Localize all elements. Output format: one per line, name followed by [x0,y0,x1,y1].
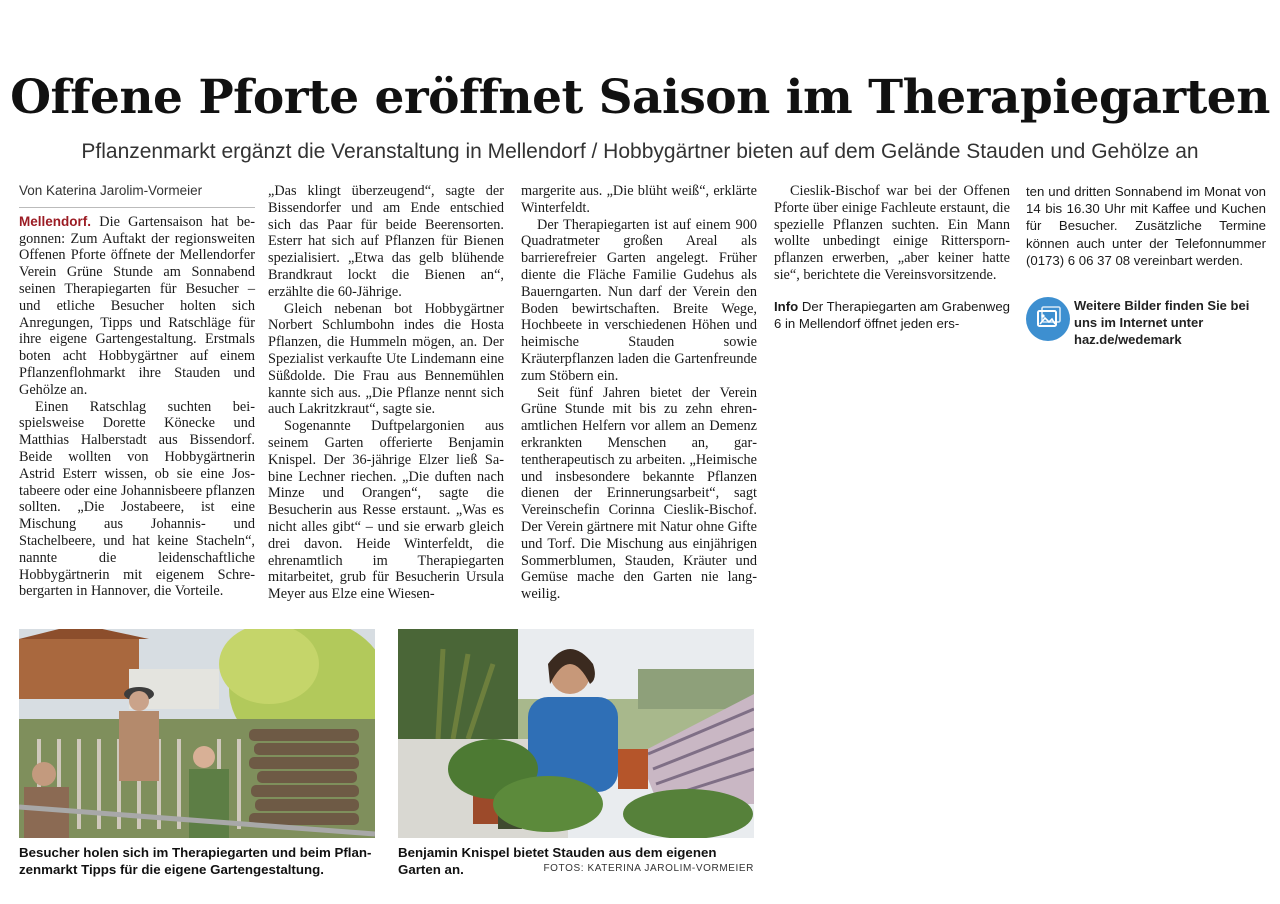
info-box [774,298,1010,332]
article-column-5 [1026,183,1266,269]
paragraph: Cieslik-Bischof war bei der Offenen Pforte über einige Fachleute erstaunt, die spezielle Pflanzen suchten. Ein Mann wollte unbedingt einige Ritterspornpflanzen erwerben, „aber keiner hatte sie“, berichtete die Vereinsvorsitzende. [774,183,1010,283]
photo-gallery-icon [1026,297,1070,341]
article-column-3 [521,183,757,603]
dateline: Mellendorf. [19,213,92,229]
paragraph: „Das klingt überzeugend“, sagte der Bissendorfer und am Ende entschied sich das Paar für beide Beerensorten. Esterr hat sich auf Pflanzen für Bienen spezialisiert. „Etwa das gelb blühende Brandkraut lockt die Bienen an“, erzählte die 60-Jährige. [268,183,504,300]
article-column-2 [268,183,504,603]
paragraph: margerite aus. „Die blüht weiß“, erklärte Winterfeldt. [521,183,757,216]
paragraph: Der Therapiegarten ist auf einem 900 Quadratmeter großen Areal als barrierefreier Garten angelegt. Früher diente die Fläche Familie Gudehus als Bauerngarten. Nun darf der Verein den Boden bewirtschaften. Breite Wege, Hochbeete in verschiedenen Höhen und heimische Stauden sowie Kräuterpflanzen laden die Gartenfreunde zum Stöbern ein. [521,216,757,384]
info-text: Der Therapiegarten am Grabenweg 6 in Mellendorf öffnet jeden ers- [774,298,1010,331]
info-text-continued: ten und dritten Sonnabend im Monat von 14 bis 16.30 Uhr mit Kaffee und Kuchen für Besucher. Zusätzliche Termine können auch unter der Telefonnummer (0173) 6 06 37 08 vereinbart werden. [1026,184,1266,268]
paragraph [19,214,255,399]
paragraph: Sogenannte Duftpelargonien aus seinem Garten offerierte Benjamin Knispel. Der 36-jährige Elzer ließ Sabine Lechner riechen. „Die duften nach Minze und Orangen“, sagte die Besucherin aus Resse erstaunt. „Was es nicht alles gibt“ – und sie erwarb gleich drei davon. Heide Winterfeldt, die ehrenamtlich im Therapiegarten mitarbeitet, grub für Besucherin Ursula Meyer aus Elze eine Wiesen- [268,418,504,603]
photo-visitors [19,629,375,838]
paragraph: Einen Ratschlag suchten beispielsweise Dorette Könecke und Matthias Halberstadt aus Bissendorf. Beide wollten von Hobbygärtnerin Astrid Esterr wissen, ob sie eine Jostabeere oder eine Johannisbeere pflanzen sollten. „Die Jostabeere, ist eine Mischung aus Johannis- und Stachelbeere, und hat keine Stacheln“, nannte die leidenschaftliche Hobbygärtnerin mit eigenem Schrebergarten in Hannover, die Vorteile. [19,398,255,600]
article-subheadline: Pflanzenmarkt ergänzt die Veranstaltung in Mellendorf / Hobbygärtner bieten auf dem Gelände Stauden und Gehölze an [81,140,1199,163]
photo-caption-right: Benjamin Knispel bietet Stauden aus dem eigenen Garten an. [398,845,717,877]
photo-benjamin-knispel [398,629,754,838]
article-column-4 [774,183,1010,332]
article-headline: Offene Pforte eröffnet Saison im Therapiegarten [10,70,1270,125]
paragraph-text: Die Gartensaison hat begonnen: Zum Auftakt der regionsweiten Offenen Pforte öffnete der Mellendorfer Verein Grüne Stunde am Sonnabend seinen Therapiegarten für Besucher – und etliche Besucher holten sich Anregungen, Tipps und Ratschläge für ihre eigene Gartengestaltung. Erstmals boten acht Hobbygärtner auf einem Pflanzenflohmarkt ihre Stauden und Gehölze an. [19,213,256,398]
paragraph: Seit fünf Jahren bietet der Verein Grüne Stunde mit bis zu zehn ehrenamtlichen Helfern vor allem an Demenz erkrankten Menschen an, gartentherapeutisch zu arbeiten. „Heimische und insbesondere bekannte Pflanzen dienen der Erinnerungsarbeit“, sagt Vereinschefin Corinna Cieslik-Bischof. Der Verein gärtnere mit Natur ohne Gifte und Torf. Die Mischung aus einjährigen Sommerblumen, Stauden, Kräuter und Gemüse mache den Garten nie langweilig. [521,384,757,603]
promo-text[interactable]: Weitere Bilder finden Sie bei uns im Internet unter haz.de/wedemark [1074,298,1250,347]
photo-credit: FOTOS: KATERINA JAROLIM-VORMEIER [543,863,754,874]
info-label: Info [774,298,799,314]
article-column-1 [19,183,255,600]
photo-caption-left: Besucher holen sich im Therapiegarten und beim Pflanzenmarkt Tipps für die eigene Gartengestaltung. [19,845,372,877]
paragraph: Gleich nebenan bot Hobbygärtner Norbert Schlumbohn indes die Hosta Pflanzen, die Hummeln mögen, an. Der Spezialist verkaufte Ute Lindemann eine Süßdolde. Die Frau aus Bennemühlen kannte sich aus. „Die Pflanze nennt sich auch Lakritzkraut“, sagte sie. [268,300,504,418]
byline: Von Katerina Jarolim-Vormeier [19,183,255,208]
